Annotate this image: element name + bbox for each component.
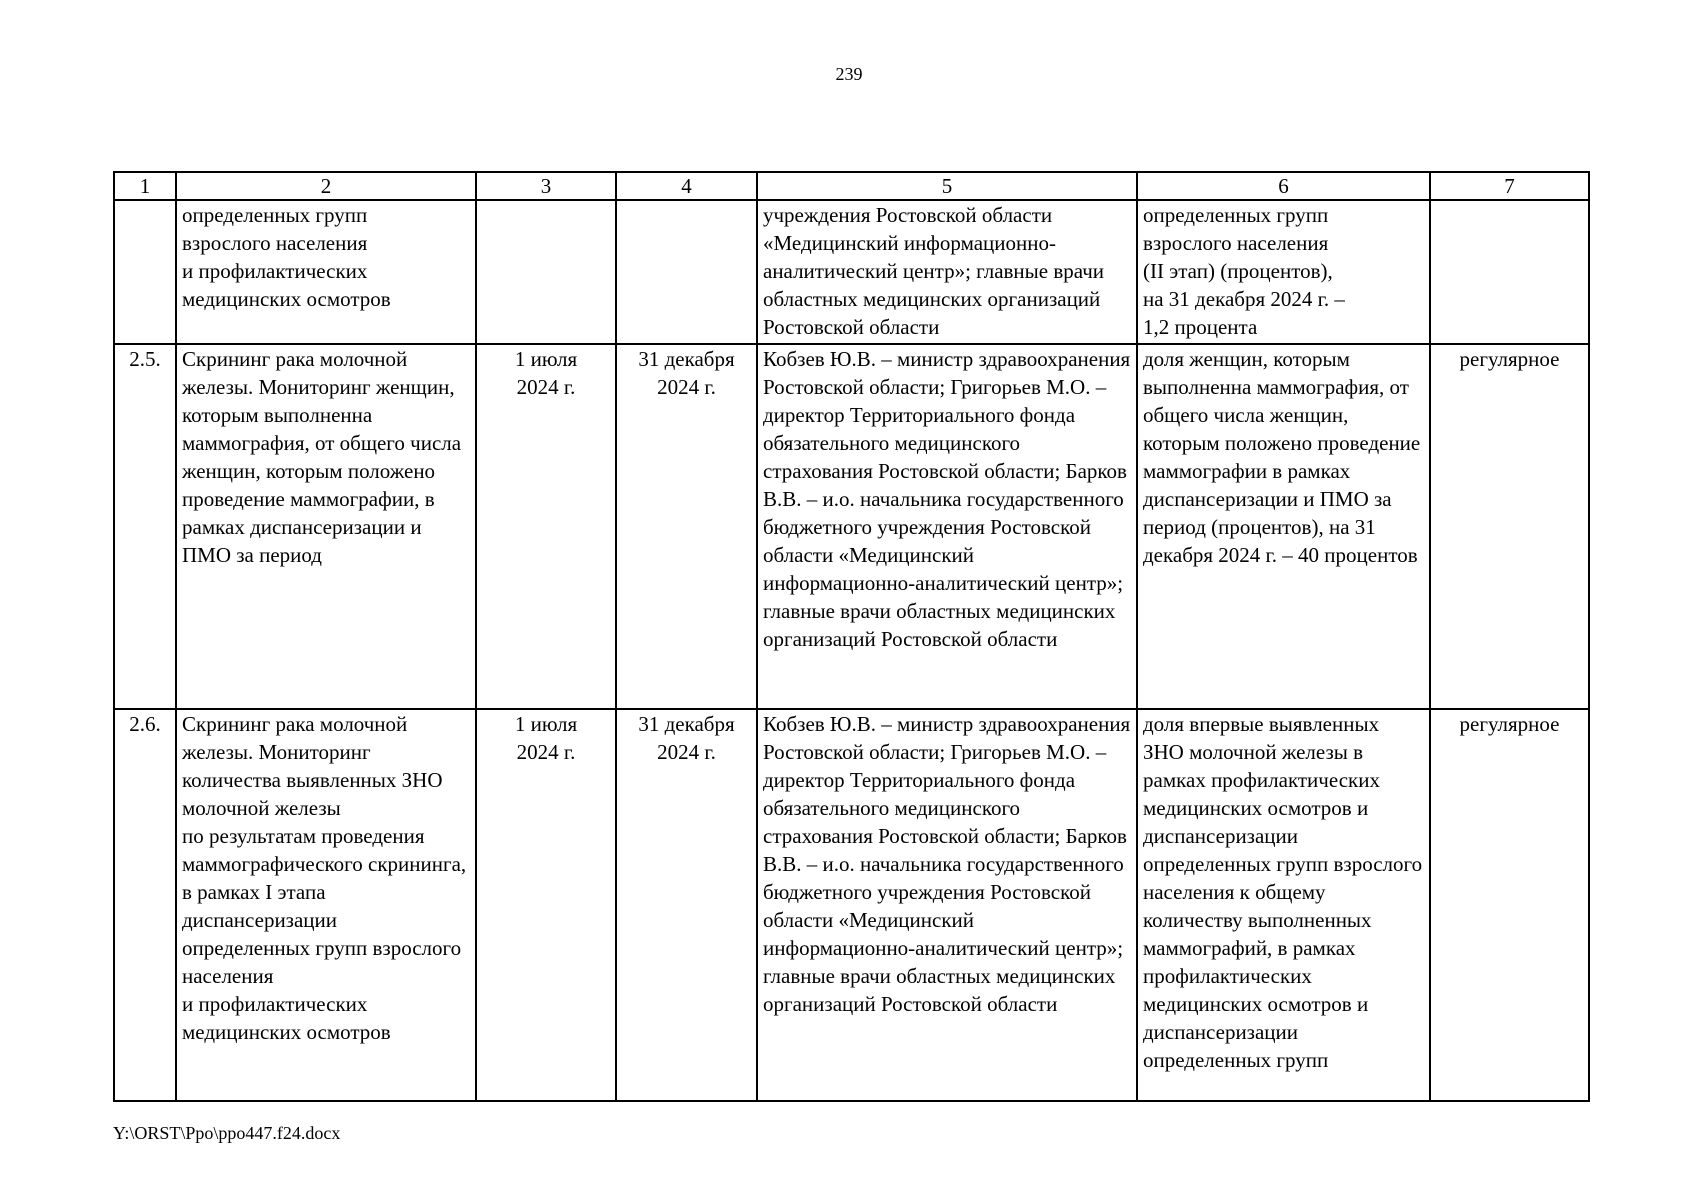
activity-cell: Скрининг рака молочной железы. Мониторинг женщин, которым выполненна маммография, от общего числа женщин, которым положено проведение маммографии, в рамках диспансеризации и ПМО за период: [176, 344, 476, 709]
row-number: 2.5.: [114, 344, 176, 709]
table-row: [114, 709, 1589, 1101]
column-number: 7: [1430, 172, 1589, 200]
indicator-cell: доля впервые выявленных ЗНО молочной железы в рамках профилактических медицинских осмотров и диспансеризации определенных групп взрослого населения к общему количеству выполненных маммографий, в рамках профилактических медицинских осмотров и диспансеризации определенных групп: [1137, 709, 1430, 1101]
end-date-cell: [616, 200, 757, 344]
indicator-cell: определенных групп взрослого населения (II этап) (процентов), на 31 декабря 2024 г. – 1,2 процента: [1137, 200, 1430, 344]
column-number: 2: [176, 172, 476, 200]
row-number: [114, 200, 176, 344]
activity-cell: определенных групп взрослого населения и профилактических медицинских осмотров: [176, 200, 476, 344]
type-cell: регулярное: [1430, 344, 1589, 709]
start-date-cell: 1 июля 2024 г.: [476, 344, 616, 709]
activity-cell: Скрининг рака молочной железы. Мониторинг количества выявленных ЗНО молочной железы по результатам проведения маммографического скрининга, в рамках I этапа диспансеризации определенных групп взрослого населения и профилактических медицинских осмотров: [176, 709, 476, 1101]
responsible-cell: Кобзев Ю.В. – министр здравоохранения Ростовской области; Григорьев М.О. – директор Территориального фонда обязательного медицинского страхования Ростовской области; Барков В.В. – и.о. начальника государственного бюджетного учреждения Ростовской области «Медицинский информационно-аналитический центр»; главные врачи областных медицинских организаций Ростовской области: [757, 709, 1137, 1101]
row-number: 2.6.: [114, 709, 176, 1101]
column-number: 3: [476, 172, 616, 200]
responsible-cell: учреждения Ростовской области «Медицинский информационно-аналитический центр»; главные врачи областных медицинских организаций Ростовской области: [757, 200, 1137, 344]
table-row: [114, 200, 1589, 344]
responsible-cell: Кобзев Ю.В. – министр здравоохранения Ростовской области; Григорьев М.О. – директор Территориального фонда обязательного медицинского страхования Ростовской области; Барков В.В. – и.о. начальника государственного бюджетного учреждения Ростовской области «Медицинский информационно-аналитический центр»; главные врачи областных медицинских организаций Ростовской области: [757, 344, 1137, 709]
end-date-cell: 31 декабря 2024 г.: [616, 344, 757, 709]
end-date-cell: 31 декабря 2024 г.: [616, 709, 757, 1101]
start-date-cell: 1 июля 2024 г.: [476, 709, 616, 1101]
type-cell: [1430, 200, 1589, 344]
column-number: 6: [1137, 172, 1430, 200]
indicator-cell: доля женщин, которым выполненна маммография, от общего числа женщин, которым положено проведение маммографии в рамках диспансеризации и ПМО за период (процентов), на 31 декабря 2024 г. – 40 процентов: [1137, 344, 1430, 709]
type-cell: регулярное: [1430, 709, 1589, 1101]
file-path-footer: Y:\ORST\Ppo\ppo447.f24.docx: [113, 1123, 341, 1143]
measures-table: [113, 171, 1590, 1102]
column-number: 1: [114, 172, 176, 200]
column-number: 5: [757, 172, 1137, 200]
column-number-row: [114, 172, 1589, 200]
start-date-cell: [476, 200, 616, 344]
page-number: 239: [835, 64, 863, 84]
table-row: [114, 344, 1589, 709]
column-number: 4: [616, 172, 757, 200]
